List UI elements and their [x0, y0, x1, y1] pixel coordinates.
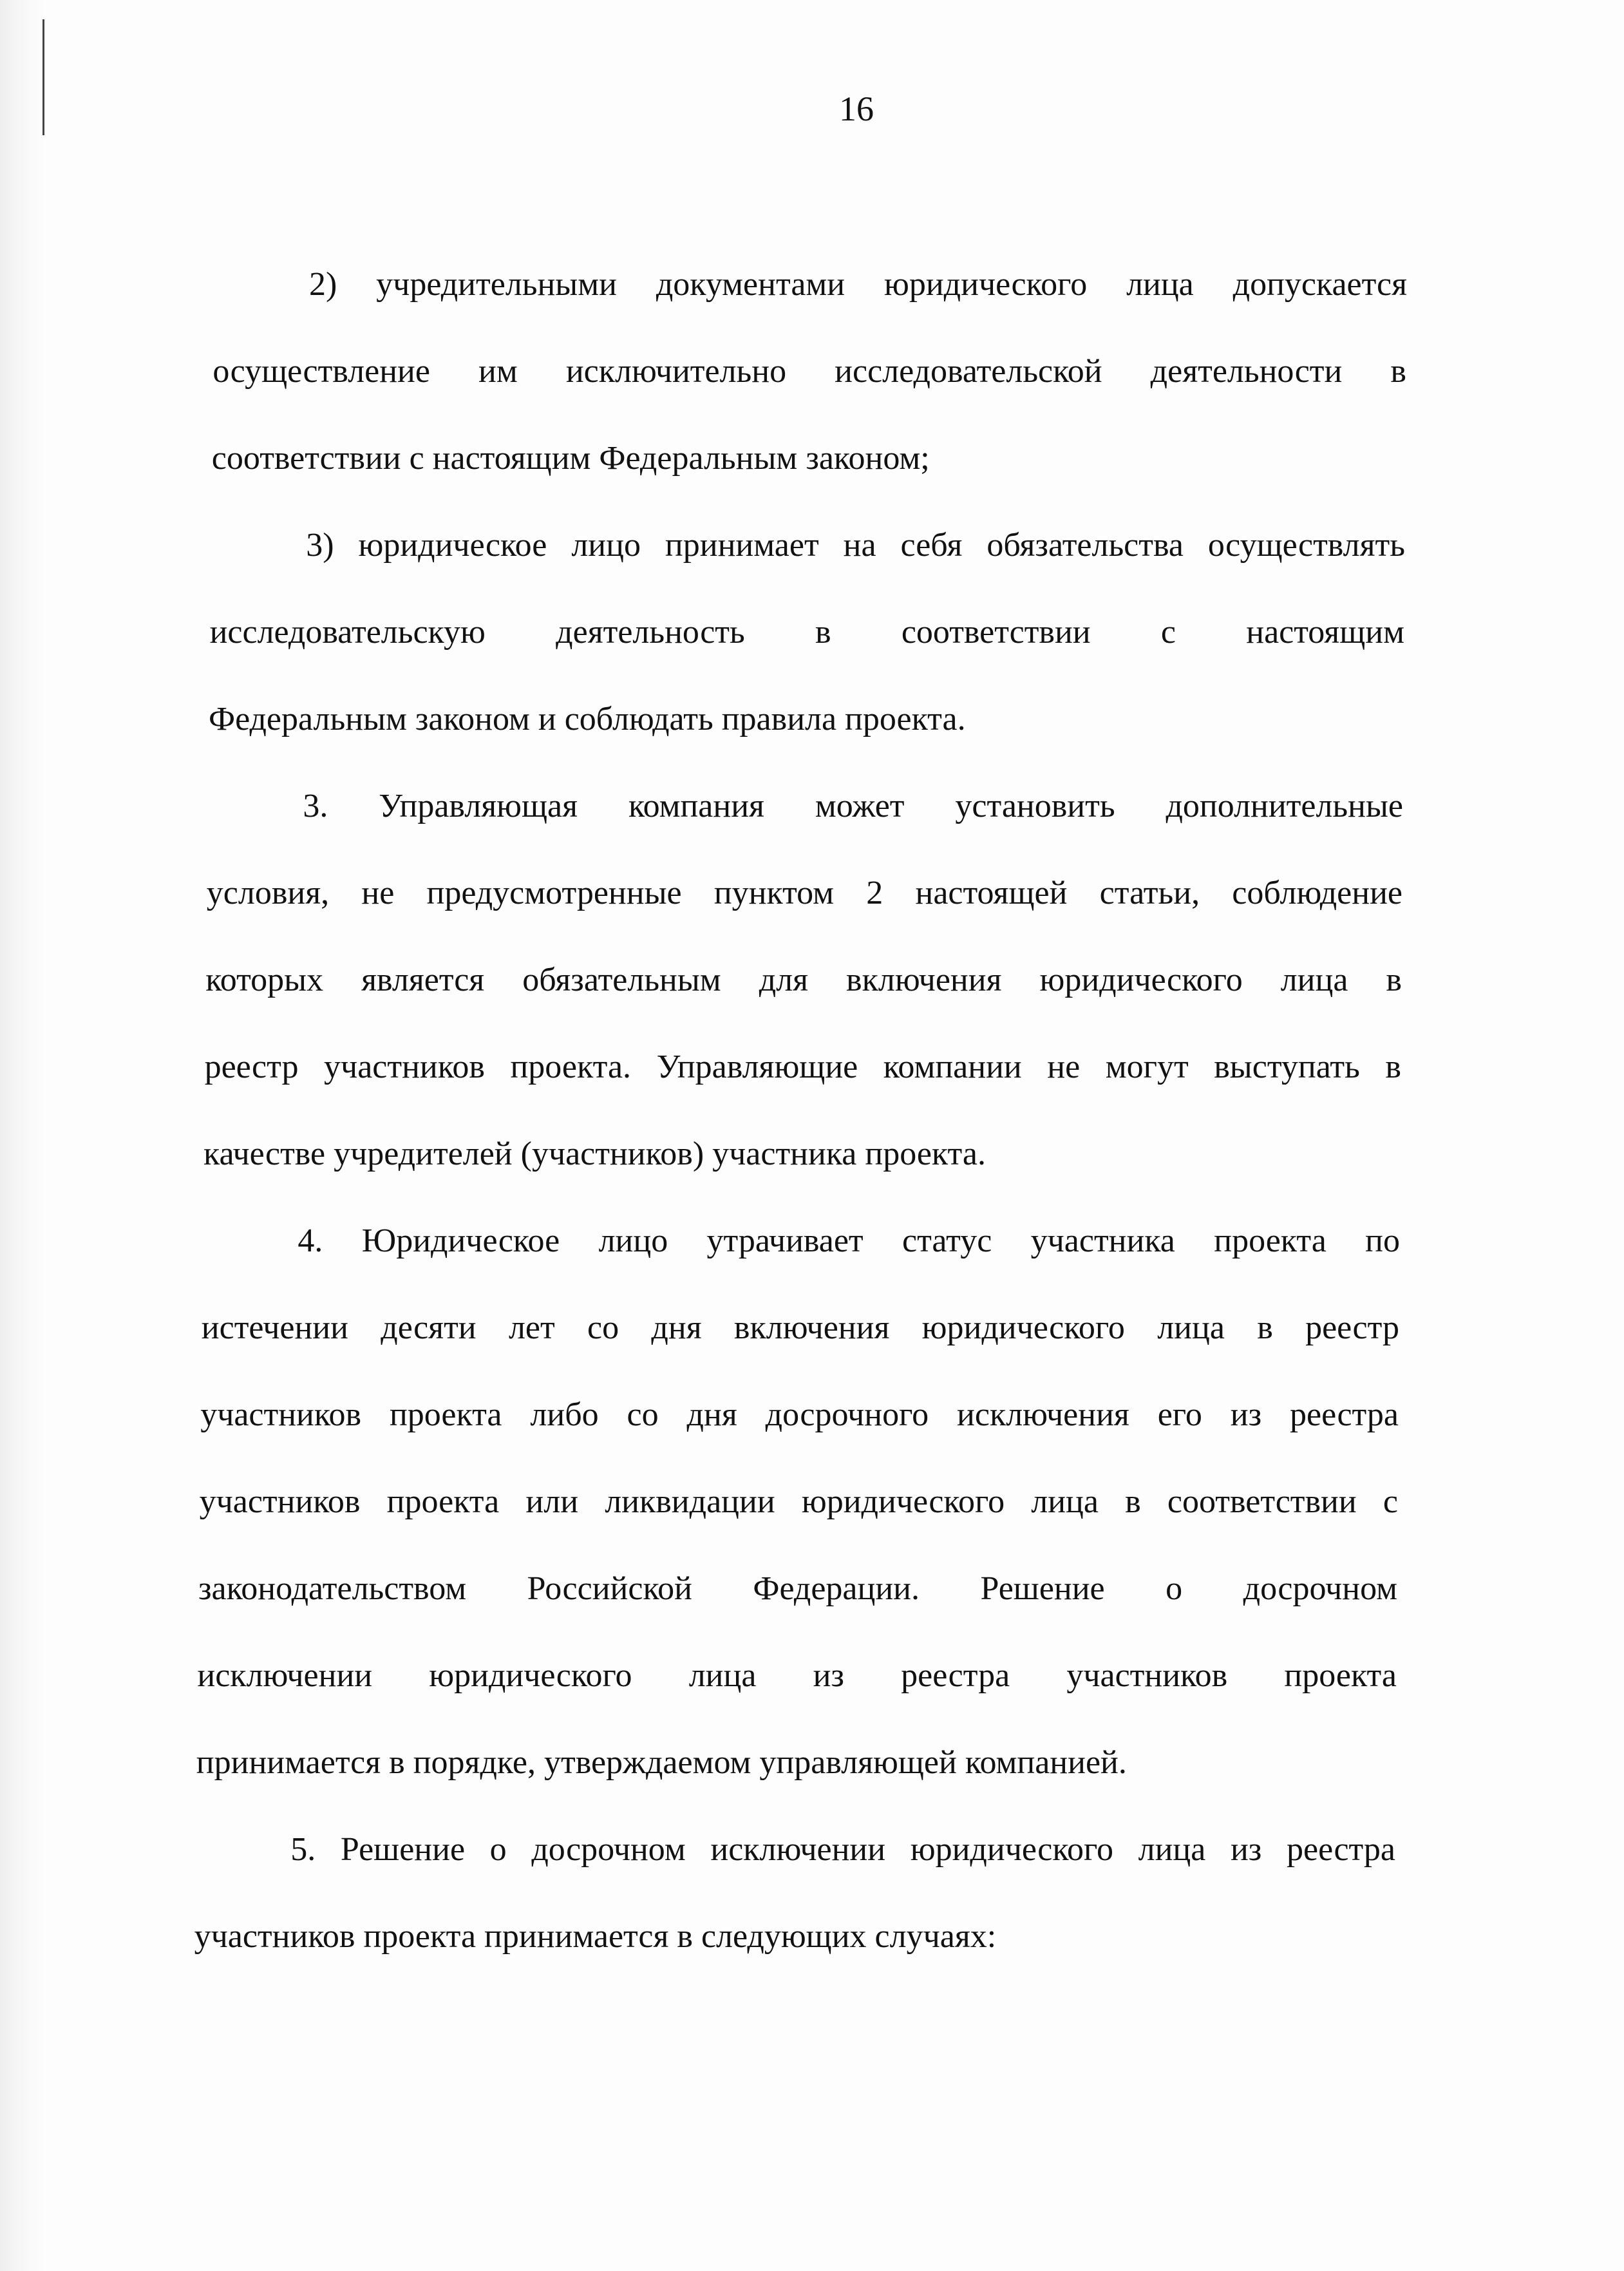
page-number: 16 [839, 90, 874, 128]
text-line: соответствии с настоящим Федеральным законом; [211, 440, 930, 477]
text-line: реестр участников проекта. Управляющие компании не могут выступать в [204, 1049, 1401, 1085]
text-line: принимается в порядке, утверждаемом управляющей компанией. [196, 1744, 1127, 1781]
text-line: 3. Управляющая компания может установить дополнительные [303, 788, 1403, 824]
text-line: 3) юридическое лицо принимает на себя обязательства осуществлять [306, 527, 1405, 564]
text-line: участников проекта либо со дня досрочного исключения его из реестра [200, 1396, 1399, 1433]
text-line: Федеральным законом и соблюдать правила проекта. [209, 701, 966, 737]
text-line: 2) учредительными документами юридического лица допускается [309, 266, 1407, 303]
text-line: которых является обязательным для включения юридического лица в [205, 962, 1402, 998]
text-line: качестве учредителей (участников) участника проекта. [203, 1136, 986, 1172]
text-line: исследовательскую деятельность в соответствии с настоящим [209, 614, 1404, 651]
text-line: участников проекта принимается в следующих случаях: [194, 1918, 997, 1955]
text-line: 5. Решение о досрочном исключении юридического лица из реестра [290, 1831, 1395, 1868]
text-line: истечении десяти лет со дня включения юридического лица в реестр [201, 1309, 1399, 1346]
text-line: законодательством Российской Федерации. Решение о досрочном [198, 1570, 1397, 1607]
text-line: участников проекта или ликвидации юридического лица в соответствии с [199, 1483, 1398, 1520]
scan-edge [0, 0, 45, 2271]
text-line: условия, не предусмотренные пунктом 2 настоящей статьи, соблюдение [206, 875, 1402, 911]
text-line: исключении юридического лица из реестра участников проекта [197, 1657, 1397, 1694]
text-line: 4. Юридическое лицо утрачивает статус участника проекта по [297, 1222, 1400, 1259]
text-line: осуществление им исключительно исследовательской деятельности в [212, 353, 1406, 390]
